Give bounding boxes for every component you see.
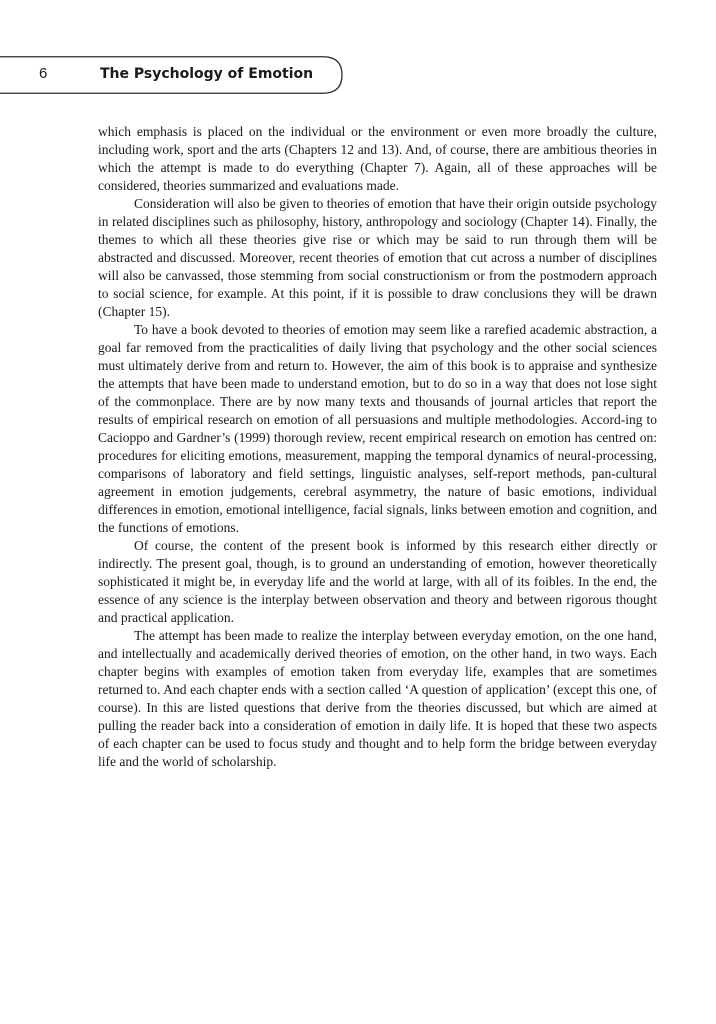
running-title: The Psychology of Emotion <box>100 66 314 82</box>
paragraph-4: Of course, the content of the present book is informed by this research either directly or indirectly. The present goal, though, is to ground an understanding of emotion, however theoretically sophisticated it might be, in everyday life and the world at large, with all of its foibles. In the end, the essence of any science is the interplay between observation and theory and between rigorous thought and practical application. <box>98 538 657 625</box>
page-number: 6 <box>39 65 48 82</box>
running-header <box>0 56 343 94</box>
paragraph-3: To have a book devoted to theories of emotion may seem like a rarefied academic abstraction, a goal far removed from the practicalities of daily living that psychology and the other social sciences must ultimately derive from and return to. However, the aim of this book is to appraise and synthesize the attempts that have been made to understand emotion, but to do so in a way that does not lose sight of the commonplace. There are by now many texts and thousands of journal articles that report the results of empirical research on emotion of all persuasions and multiple methodologies. Accord-ing to Cacioppo and Gardner’s (1999) thorough review, recent empirical research on emotion has centred on: procedures for eliciting emotions, measurement, mapping the temporal dynamics of neural-processing, comparisons of laboratory and field settings, linguistic analyses, self-report methods, pan-cultural agreement in emotion judgements, cerebral asymmetry, the nature of basic emotions, individual differences in emotion, emotional intelligence, facial signals, links between emotion and cognition, and the functions of emotions. <box>98 322 657 535</box>
body-text <box>98 123 657 771</box>
paragraph-2: Consideration will also be given to theories of emotion that have their origin outside psychology in related disciplines such as philosophy, history, anthropology and sociology (Chapter 14). Finally, the themes to which all these theories give rise or which may be said to run through them will be abstracted and discussed. Moreover, recent theories of emotion that cut across a number of disciplines will also be canvassed, those stemming from social constructionism or from the postmodern approach to social science, for example. At this point, if it is possible to draw conclusions they will be drawn (Chapter 15). <box>98 196 657 319</box>
paragraph-1: which emphasis is placed on the individual or the environment or even more broadly the culture, including work, sport and the arts (Chapters 12 and 13). And, of course, there are ambitious theories in which the attempt is made to do everything (Chapter 7). Again, all of these approaches will be considered, theories summarized and evaluations made. <box>98 124 657 193</box>
paragraph-5: The attempt has been made to realize the interplay between everyday emotion, on the one hand, and intellectually and academically derived theories of emotion, on the other hand, in two ways. Each chapter begins with examples of emotion taken from everyday life, examples that are sometimes returned to. And each chapter ends with a section called ‘A question of application’ (except this one, of course). In this are listed questions that derive from the theories discussed, but which are aimed at pulling the reader back into a consideration of emotion in daily life. It is hoped that these two aspects of each chapter can be used to focus study and thought and to help form the bridge between everyday life and the world of scholarship. <box>98 628 657 769</box>
